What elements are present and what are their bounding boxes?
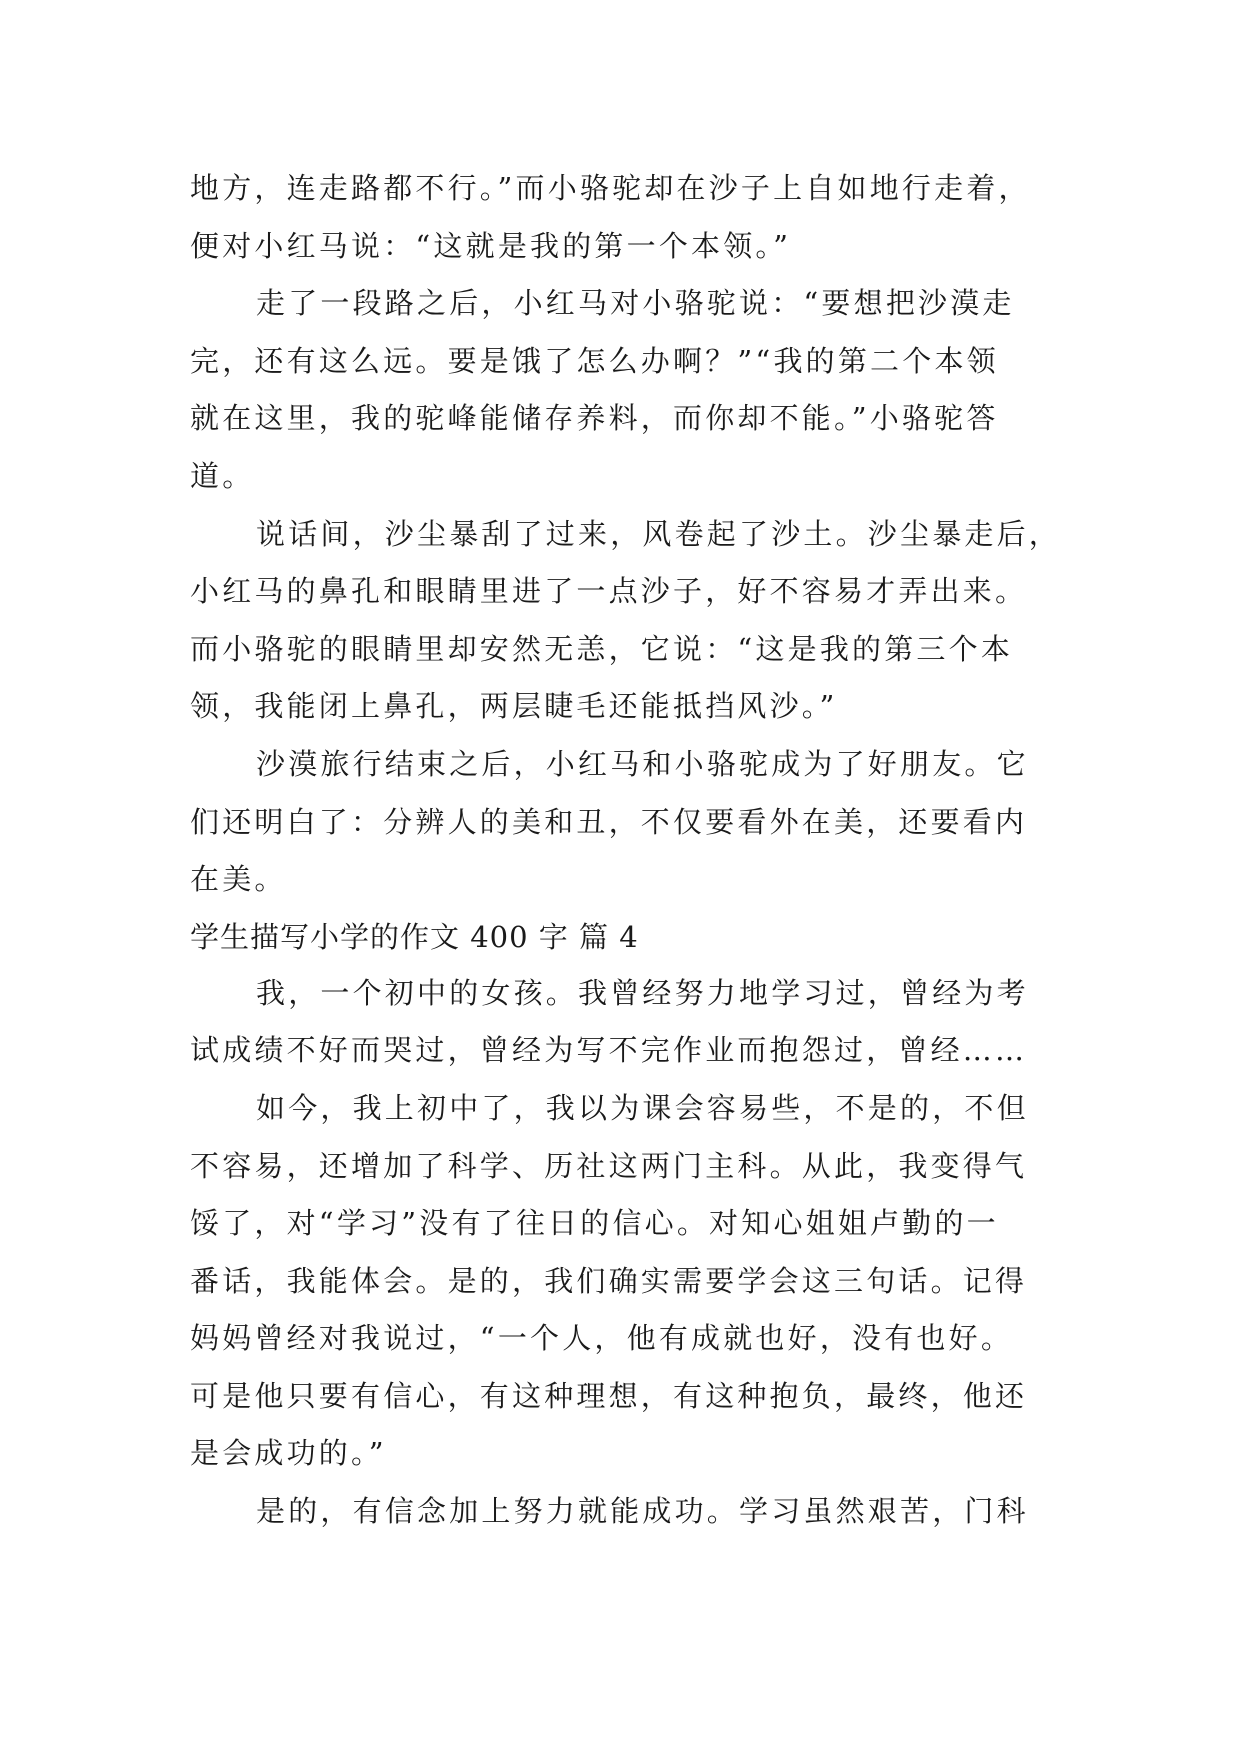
- document-body: [190, 160, 1060, 1541]
- section-heading: 学生描写小学的作文 400 字 篇 4: [190, 919, 639, 954]
- text-line: 我，一个初中的女孩。我曾经努力地学习过，曾经为考: [256, 975, 1029, 1010]
- text-line: 领，我能闭上鼻孔，两层睫毛还能抵挡风沙。”: [190, 689, 838, 724]
- text-line: 试成绩不好而哭过，曾经为写不完作业而抱怨过，曾经……: [190, 1033, 1028, 1068]
- text-line: 番话，我能体会。是的，我们确实需要学会这三句话。记得: [190, 1263, 1028, 1298]
- text-line: 走了一段路之后，小红马对小骆驼说：“要想把沙漠走: [256, 286, 1015, 321]
- text-line: 是的，有信念加上努力就能成功。学习虽然艰苦，门科: [256, 1494, 1029, 1529]
- text-line: 妈妈曾经对我说过，“一个人，他有成就也好，没有也好。: [190, 1321, 1014, 1356]
- text-line: 可是他只要有信心，有这种理想，有这种抱负，最终，他还: [190, 1378, 1028, 1413]
- text-line: 如今，我上初中了，我以为课会容易些，不是的，不但: [256, 1090, 1029, 1125]
- text-line: 沙漠旅行结束之后，小红马和小骆驼成为了好朋友。它: [256, 746, 1029, 781]
- text-line: 完，还有这么远。要是饿了怎么办啊？”“我的第二个本领: [190, 343, 999, 378]
- text-line: 说话间，沙尘暴刮了过来，风卷起了沙土。沙尘暴走后，: [256, 516, 1062, 551]
- text-line: 是会成功的。”: [190, 1436, 387, 1471]
- text-line: 地方，连走路都不行。”而小骆驼却在沙子上自如地行走着，: [190, 171, 1031, 205]
- text-line: 在美。: [190, 862, 287, 897]
- text-line: 不容易，还增加了科学、历社这两门主科。从此，我变得气: [190, 1148, 1028, 1183]
- text-line: 馁了，对“学习”没有了往日的信心。对知心姐姐卢勤的一: [190, 1206, 999, 1241]
- text-line: 就在这里，我的驼峰能储存养料，而你却不能。”小骆驼答: [190, 401, 999, 436]
- text-line: 而小骆驼的眼睛里却安然无恙，它说：“这是我的第三个本: [190, 631, 1014, 666]
- text-line: 道。: [190, 458, 255, 493]
- text-line: 们还明白了：分辨人的美和丑，不仅要看外在美，还要看内: [190, 804, 1028, 839]
- text-line: 小红马的鼻孔和眼睛里进了一点沙子，好不容易才弄出来。: [190, 574, 1028, 609]
- text-line: 便对小红马说：“这就是我的第一个本领。”: [190, 228, 792, 263]
